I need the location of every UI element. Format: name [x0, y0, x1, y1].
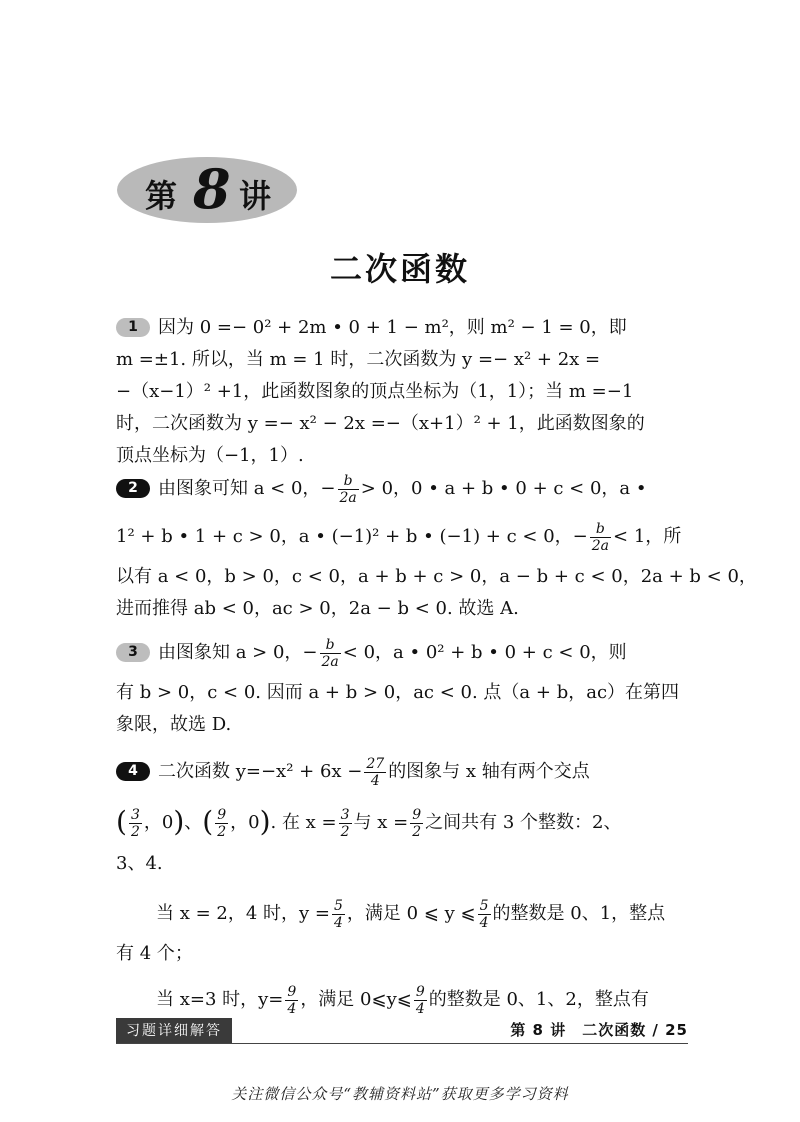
q2-text-2b: < 1，所 — [613, 526, 682, 547]
q4-line-1 — [116, 748, 688, 796]
left-paren-2: ( — [202, 805, 214, 838]
right-paren-1: ) — [173, 805, 185, 838]
q4-separator: 、 — [184, 812, 203, 833]
q4-x1 — [339, 807, 352, 840]
q2-text-1b: > 0，0 • a + b • 0 + c < 0，a • — [360, 478, 647, 499]
q2-line-4: 进而推得 ab < 0，ac > 0，2a − b < 0. 故选 A. — [116, 598, 519, 619]
q2-fraction-1 — [338, 473, 359, 506]
chapter-title: 二次函数 — [329, 250, 470, 288]
q4-line-5: 有 4 个； — [116, 943, 193, 964]
q4-y3-num: 9 — [287, 983, 297, 1000]
q3-number-badge: 3 — [116, 643, 150, 662]
q4-number-badge: 4 — [116, 762, 150, 781]
q4-y4 — [414, 984, 427, 1017]
q4-frac-num: 27 — [366, 755, 385, 772]
footer-running-title: 第 8 讲 二次函数 / 25 — [510, 1021, 688, 1039]
q4-y3-den: 4 — [287, 1000, 297, 1017]
q4-frac-den: 4 — [370, 772, 380, 789]
question-3 — [116, 629, 688, 741]
question-4 — [116, 748, 688, 1024]
q4-line-2 — [116, 796, 688, 848]
right-paren-2: ) — [259, 805, 271, 838]
q4-line-4 — [116, 890, 688, 938]
footer-section-label: 习题详细解答 — [116, 1018, 232, 1044]
lecture-badge — [117, 157, 297, 223]
footer-divider — [116, 1043, 688, 1044]
q4-line-6 — [116, 976, 688, 1024]
question-2 — [116, 465, 757, 625]
q1-number-badge: 1 — [116, 318, 150, 337]
q4-text-6a: 当 x=3 时，y= — [156, 989, 284, 1010]
q1-line-5: 顶点坐标为（−1，1）. — [116, 445, 304, 466]
q2-text-2a: 1² + b • 1 + c > 0，a • (−1)² + b • (−1) + c < 0，− — [116, 526, 588, 547]
q4-text-2a: . 在 x = — [270, 812, 337, 833]
q4-p2-den: 2 — [217, 823, 227, 840]
q4-text-4b: ，满足 0 ⩽ y ⩽ — [346, 903, 476, 924]
q4-p1-den: 2 — [130, 823, 140, 840]
q4-x2 — [410, 807, 423, 840]
q4-y1-num: 5 — [334, 897, 343, 914]
q4-point-1-zero: ，0 — [143, 812, 174, 833]
q2-frac2-num: b — [590, 521, 611, 538]
q4-y2-den: 4 — [479, 914, 489, 931]
q1-line-4: 时，二次函数为 y =− x² − 2x =−（x+1）² + 1，此函数图象的 — [116, 413, 645, 434]
q1-line — [116, 312, 688, 344]
q4-y3 — [285, 984, 298, 1017]
q4-y2-num: 5 — [479, 897, 489, 914]
q4-y4-den: 4 — [415, 1000, 425, 1017]
q3-line-1 — [116, 629, 688, 677]
q1-line-3: −（x−1）² +1，此函数图象的顶点坐标为（1，1）；当 m =−1 — [116, 381, 634, 402]
q3-text-1a: 由图象知 a > 0，− — [158, 642, 318, 663]
q2-line-1 — [116, 465, 688, 513]
q3-line-2: 有 b > 0，c < 0. 因而 a + b > 0，ac < 0. 点（a + b，ac）在第四 — [116, 682, 680, 703]
q4-x2-num: 9 — [412, 806, 422, 823]
q4-y2 — [478, 898, 491, 931]
q4-text-4c: 的整数是 0、1，整点 — [492, 903, 666, 924]
q4-y1-den: 4 — [334, 914, 343, 931]
left-paren-1: ( — [116, 805, 127, 838]
q4-point-2-x — [215, 807, 228, 840]
q4-text-4a: 当 x = 2，4 时，y = — [156, 903, 330, 924]
q4-p2-num: 9 — [217, 806, 227, 823]
q4-fraction-27-4 — [364, 756, 386, 789]
q4-x2-den: 2 — [412, 823, 422, 840]
lecture-suffix: 讲 — [239, 177, 272, 215]
q4-text-6b: ，满足 0⩽y⩽ — [300, 989, 412, 1010]
q4-x1-den: 2 — [340, 823, 350, 840]
q4-p1-num: 3 — [130, 806, 140, 823]
q3-text-1b: < 0，a • 0² + b • 0 + c < 0，则 — [342, 642, 627, 663]
q2-frac2-den: 2a — [591, 537, 610, 554]
q4-point-2-zero: ，0 — [230, 812, 260, 833]
q3-frac-den: 2a — [321, 653, 339, 670]
q3-frac-num: b — [320, 637, 341, 654]
q4-line-3: 3、4. — [116, 853, 163, 874]
q2-line-2 — [116, 513, 688, 561]
q4-x1-num: 3 — [340, 806, 350, 823]
q4-text-1a: 二次函数 y=−x² + 6x − — [158, 761, 363, 782]
q1-line-2: m =±1. 所以，当 m = 1 时，二次函数为 y =− x² + 2x = — [116, 349, 601, 370]
lecture-prefix: 第 — [145, 177, 178, 215]
q2-line-3: 以有 a < 0，b > 0，c < 0，a + b + c > 0，a − b + c < 0，2a + b < 0， — [116, 566, 757, 587]
q4-y4-num: 9 — [415, 983, 425, 1000]
q1-line-1: 因为 0 =− 0² + 2m • 0 + 1 − m²，则 m² − 1 = 0，即 — [158, 317, 627, 338]
q2-number-badge: 2 — [116, 479, 150, 498]
q4-text-2b: 与 x = — [353, 812, 409, 833]
watermark-text: 关注微信公众号“教辅资料站”获取更多学习资料 — [231, 1085, 569, 1103]
q2-frac1-den: 2a — [339, 489, 357, 506]
question-1 — [116, 312, 688, 472]
q4-y1 — [332, 898, 345, 931]
q4-text-2c: 之间共有 3 个整数：2、 — [425, 812, 622, 833]
q4-text-6c: 的整数是 0、1、2，整点有 — [428, 989, 649, 1010]
q2-text-1a: 由图象可知 a < 0，− — [158, 478, 336, 499]
q4-point-1-x — [129, 807, 142, 840]
q3-fraction — [320, 637, 341, 670]
lecture-number: 8 — [193, 157, 231, 221]
q2-frac1-num: b — [338, 473, 359, 490]
q3-line-3: 象限，故选 D. — [116, 714, 232, 735]
q2-fraction-2 — [590, 521, 611, 554]
q4-text-1b: 的图象与 x 轴有两个交点 — [388, 761, 590, 782]
